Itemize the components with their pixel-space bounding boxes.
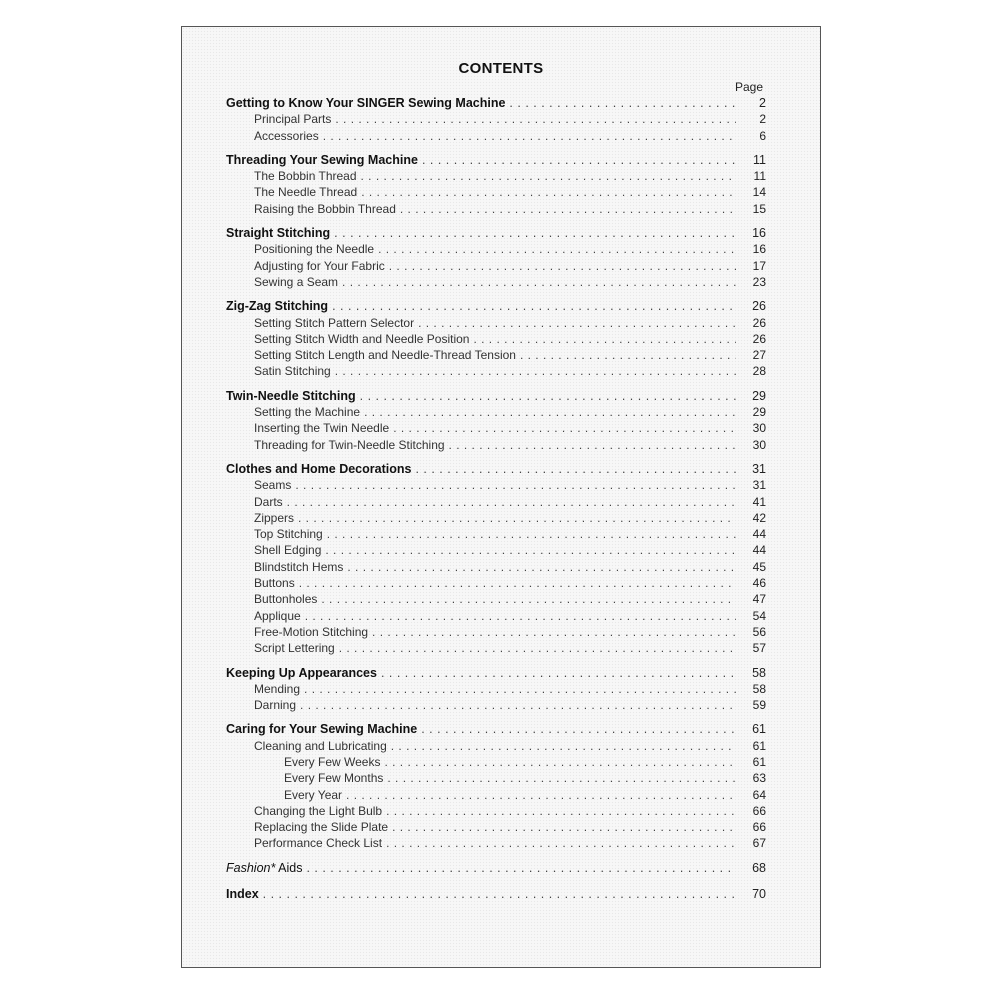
toc-section: [226, 388, 766, 453]
page-number: 31: [752, 461, 766, 476]
dot-leader: [386, 835, 736, 851]
toc-entry[interactable]: Accessories . . . 6: [226, 128, 766, 144]
toc-entry[interactable]: Caring for Your Sewing Machine . . . 61: [226, 721, 766, 737]
dot-leader: [384, 754, 736, 770]
toc-section: [226, 152, 766, 217]
dot-leader: [415, 461, 736, 477]
toc-entry[interactable]: Mending . . . 58: [226, 681, 766, 697]
page-number: 47: [752, 592, 766, 607]
toc-entry[interactable]: The Needle Thread . . . 14: [226, 184, 766, 200]
toc-entry[interactable]: Every Year . . . 64: [226, 787, 766, 803]
toc-entry[interactable]: Inserting the Twin Needle . . . 30: [226, 420, 766, 436]
toc-entry[interactable]: Sewing a Seam . . . 23: [226, 274, 766, 290]
page-number: 64: [752, 787, 766, 802]
dot-leader: [299, 575, 736, 591]
dot-leader: [386, 803, 736, 819]
toc-entry[interactable]: Script Lettering . . . 57: [226, 640, 766, 656]
page-number: 70: [752, 887, 766, 902]
toc-entry[interactable]: Darning . . . 59: [226, 697, 766, 713]
page-number: 42: [752, 510, 766, 525]
page-number: 11: [753, 169, 766, 184]
toc-entry[interactable]: Cleaning and Lubricating . . . 61: [226, 738, 766, 754]
dot-leader: [335, 363, 736, 379]
page-number: 46: [752, 576, 766, 591]
dot-leader: [473, 331, 736, 347]
page-number: 61: [752, 754, 766, 769]
page-number: 26: [752, 299, 766, 314]
dot-leader: [325, 542, 736, 558]
toc-entry[interactable]: Every Few Weeks . . . 61: [226, 754, 766, 770]
page-number: 59: [752, 698, 766, 713]
page-number: 16: [752, 242, 766, 257]
dot-leader: [295, 477, 736, 493]
page-number: 30: [752, 437, 766, 452]
toc-section: [226, 298, 766, 379]
toc-entry[interactable]: Zippers . . . 42: [226, 510, 766, 526]
toc-entry[interactable]: Clothes and Home Decorations . . . 31: [226, 461, 766, 477]
page-number: 14: [752, 185, 766, 200]
toc-section-index: [226, 886, 766, 902]
dot-leader: [346, 787, 736, 803]
dot-leader: [361, 168, 736, 184]
dot-leader: [391, 738, 736, 754]
toc-entry[interactable]: Shell Edging . . . 44: [226, 542, 766, 558]
toc-entry[interactable]: Threading for Twin-Needle Stitching . . . 30: [226, 437, 766, 453]
toc-section: [226, 721, 766, 851]
page-number: 44: [752, 527, 766, 542]
dot-leader: [334, 225, 736, 241]
toc-section: [226, 665, 766, 714]
page-number: 56: [752, 624, 766, 639]
page-number: 30: [752, 421, 766, 436]
page-number: 27: [752, 348, 766, 363]
dot-leader: [287, 494, 736, 510]
page-number: 66: [752, 803, 766, 818]
page-number: 67: [752, 836, 766, 851]
toc-entry[interactable]: Principal Parts . . . 2: [226, 111, 766, 127]
dot-leader: [372, 624, 736, 640]
toc-entry[interactable]: Every Few Months . . . 63: [226, 770, 766, 786]
page-number: 41: [752, 494, 766, 509]
toc-section: [226, 95, 766, 144]
dot-leader: [364, 404, 736, 420]
dot-leader: [378, 241, 736, 257]
toc-section: [226, 461, 766, 657]
toc-entry[interactable]: Free-Motion Stitching . . . 56: [226, 624, 766, 640]
page-number: 61: [752, 722, 766, 737]
dot-leader: [339, 640, 736, 656]
dot-leader: [305, 608, 736, 624]
page-number: 58: [752, 681, 766, 696]
page-number: 68: [752, 860, 766, 875]
toc-entry[interactable]: Setting the Machine . . . 29: [226, 404, 766, 420]
page-number: 28: [752, 364, 766, 379]
dot-leader: [332, 298, 736, 314]
page-number: 26: [752, 331, 766, 346]
fashion-trademark: Fashion*: [226, 860, 276, 875]
table-of-contents: [226, 95, 766, 912]
dot-leader: [393, 420, 736, 436]
dot-leader: [263, 886, 736, 902]
page-number: 6: [759, 128, 766, 143]
toc-entry[interactable]: Buttons . . . 46: [226, 575, 766, 591]
dot-leader: [298, 510, 736, 526]
toc-entry[interactable]: Zig-Zag Stitching . . . 26: [226, 298, 766, 314]
dot-leader: [342, 274, 736, 290]
toc-section: [226, 225, 766, 290]
dot-leader: [304, 681, 736, 697]
page-number: 44: [752, 543, 766, 558]
toc-entry[interactable]: Threading Your Sewing Machine . . . 11: [226, 152, 766, 168]
contents-page: [181, 26, 821, 968]
dot-leader: [520, 347, 736, 363]
toc-entry[interactable]: Replacing the Slide Plate . . . 66: [226, 819, 766, 835]
page-number: 29: [752, 388, 766, 403]
toc-entry[interactable]: Applique . . . 54: [226, 608, 766, 624]
toc-entry[interactable]: Setting Stitch Length and Needle-Thread Tension . . . 27: [226, 347, 766, 363]
dot-leader: [422, 152, 736, 168]
page-number: 26: [752, 315, 766, 330]
page-number: 57: [752, 641, 766, 656]
dot-leader: [321, 591, 736, 607]
dot-leader: [421, 721, 736, 737]
toc-entry[interactable]: Keeping Up Appearances . . . 58: [226, 665, 766, 681]
page-number: 31: [752, 478, 766, 493]
toc-entry[interactable]: Blindstitch Hems . . . 45: [226, 559, 766, 575]
dot-leader: [360, 388, 736, 404]
page-number: 58: [752, 665, 766, 680]
page-number: 63: [752, 771, 766, 786]
dot-leader: [387, 770, 736, 786]
dot-leader: [306, 860, 736, 876]
dot-leader: [400, 201, 736, 217]
page-number: 66: [752, 820, 766, 835]
toc-entry[interactable]: Darts . . . 41: [226, 494, 766, 510]
toc-section-fashion-aids: [226, 860, 766, 876]
page-number: 11: [753, 152, 766, 167]
page-number: 45: [752, 559, 766, 574]
toc-entry[interactable]: Changing the Light Bulb . . . 66: [226, 803, 766, 819]
dot-leader: [347, 559, 736, 575]
toc-entry[interactable]: Seams . . . 31: [226, 477, 766, 493]
page-number: 17: [752, 258, 766, 273]
toc-entry[interactable]: Straight Stitching . . . 16: [226, 225, 766, 241]
page-number: 16: [752, 226, 766, 241]
toc-entry[interactable]: Getting to Know Your SINGER Sewing Machine . . . 2: [226, 95, 766, 111]
page-number: 54: [752, 608, 766, 623]
dot-leader: [392, 819, 736, 835]
toc-entry[interactable]: Positioning the Needle . . . 16: [226, 241, 766, 257]
toc-entry[interactable]: Buttonholes . . . 47: [226, 591, 766, 607]
page-column-label: Page: [734, 80, 763, 94]
toc-entry[interactable]: Raising the Bobbin Thread . . . 15: [226, 201, 766, 217]
dot-leader: [361, 184, 736, 200]
toc-entry[interactable]: The Bobbin Thread . . . 11: [226, 168, 766, 184]
toc-entry[interactable]: Twin-Needle Stitching . . . 29: [226, 388, 766, 404]
dot-leader: [335, 111, 736, 127]
page-number: 15: [752, 201, 766, 216]
dot-leader: [300, 697, 736, 713]
toc-entry[interactable]: Performance Check List . . . 67: [226, 835, 766, 851]
toc-entry[interactable]: Setting Stitch Width and Needle Position . . . 26: [226, 331, 766, 347]
page-number: 23: [752, 274, 766, 289]
toc-entry[interactable]: Satin Stitching . . . 28: [226, 363, 766, 379]
page-number: 61: [752, 738, 766, 753]
dot-leader: [327, 526, 736, 542]
toc-entry[interactable]: Setting Stitch Pattern Selector . . . 26: [226, 315, 766, 331]
page-number: 29: [752, 405, 766, 420]
dot-leader: [509, 95, 736, 111]
dot-leader: [418, 315, 736, 331]
dot-leader: [381, 665, 736, 681]
page-number: 2: [759, 112, 766, 127]
dot-leader: [323, 128, 736, 144]
toc-entry[interactable]: Adjusting for Your Fabric . . . 17: [226, 258, 766, 274]
toc-entry[interactable]: Fashion* Aids . . . 68: [226, 860, 766, 876]
toc-entry[interactable]: Top Stitching . . . 44: [226, 526, 766, 542]
page-number: 2: [759, 96, 766, 110]
dot-leader: [389, 258, 736, 274]
dot-leader: [449, 437, 736, 453]
toc-entry[interactable]: Index . . . 70: [226, 886, 766, 902]
page-title: CONTENTS: [458, 60, 544, 77]
